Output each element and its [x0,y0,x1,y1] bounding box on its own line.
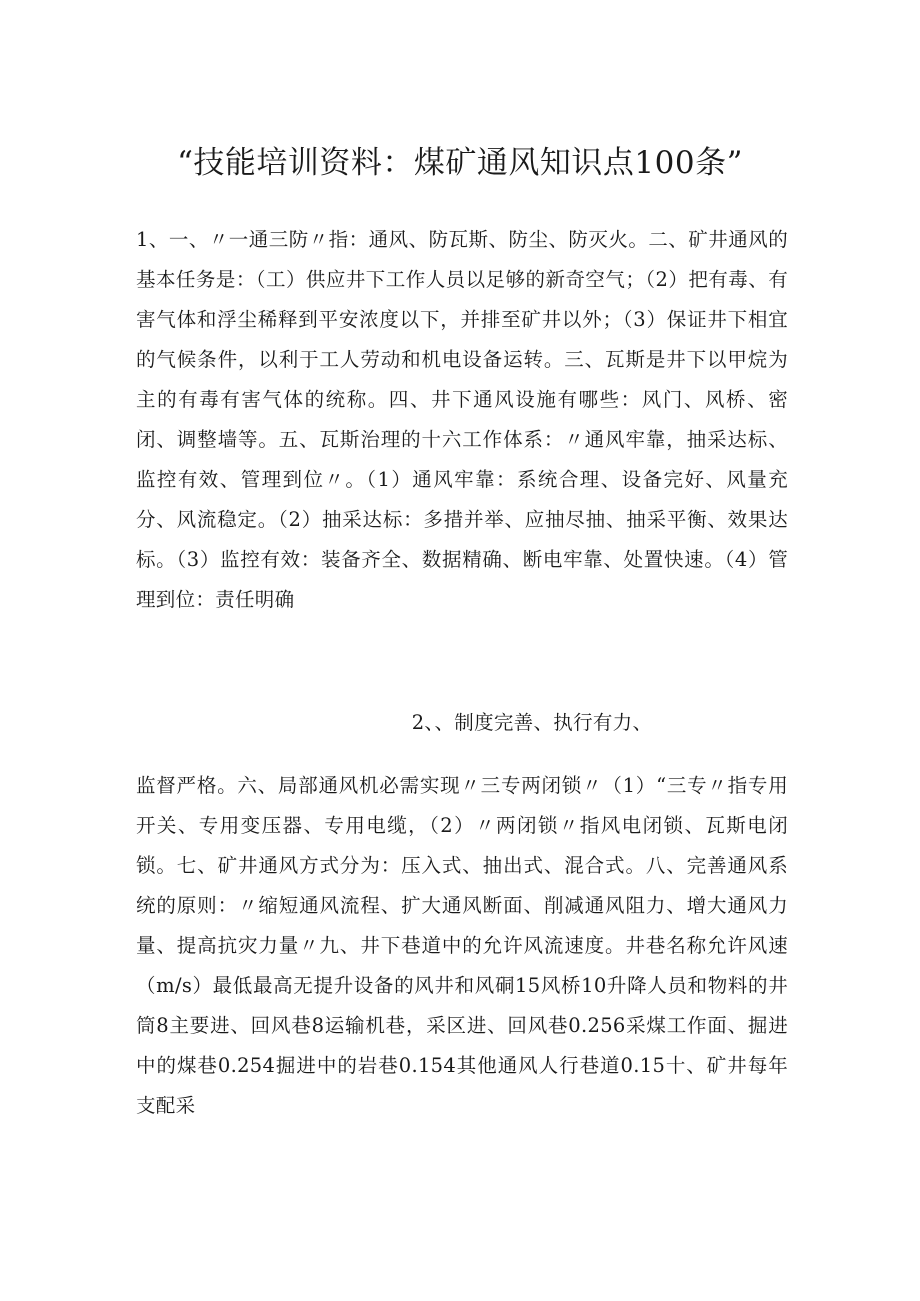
document-title: “技能培训资料：煤矿通风知识点100条” [177,145,743,181]
paragraph-1: 1、一、〃一通三防〃指：通风、防瓦斯、防尘、防灭火。二、矿井通风的基本任务是：（工）供应井下工作人员以足够的新奇空气；（2）把有毒、有害气体和浮尘稀释到平安浓度以下，并排至矿井以外；（3）保证井下相宜的气候条件，以利于工人劳动和机电设备运转。三、瓦斯是井下以甲烷为主的有毒有害气体的统称。四、井下通风设施有哪些：风门、风桥、密闭、调整墙等。五、瓦斯治理的十六工作体系：〃通风牢靠，抽采达标、监控有效、管理到位〃。（1）通风牢靠：系统合理、设备完好、风量充分、风流稳定。（2）抽采达标：多措并举、应抽尽抽、抽采平衡、效果达标。（3）监控有效：装备齐全、数据精确、断电牢靠、处置快速。（4）管理到位：责任明确 [136,228,788,611]
paragraph-3: 监督严格。六、局部通风机必需实现〃三专两闭锁〃（1）“三专〃指专用开关、专用变压器、专用电缆，（2）〃两闭锁〃指风电闭锁、瓦斯电闭锁。七、矿井通风方式分为：压入式、抽出式、混合式。八、完善通风系统的原则：〃缩短通风流程、扩大通风断面、削减通风阻力、增大通风力量、提高抗灾力量〃九、井下巷道中的允许风流速度。井巷名称允许风速（m/s）最低最高无提升设备的风井和风硐15风桥10升降人员和物料的井筒8主要进、回风巷8运输机巷，采区进、回风巷0.256采煤工作面、掘进中的煤巷0.254掘进中的岩巷0.154其他通风人行巷道0.15十、矿井每年支配采 [136,774,788,1117]
paragraph-2: 2、、制度完善、执行有力、 [411,711,653,734]
